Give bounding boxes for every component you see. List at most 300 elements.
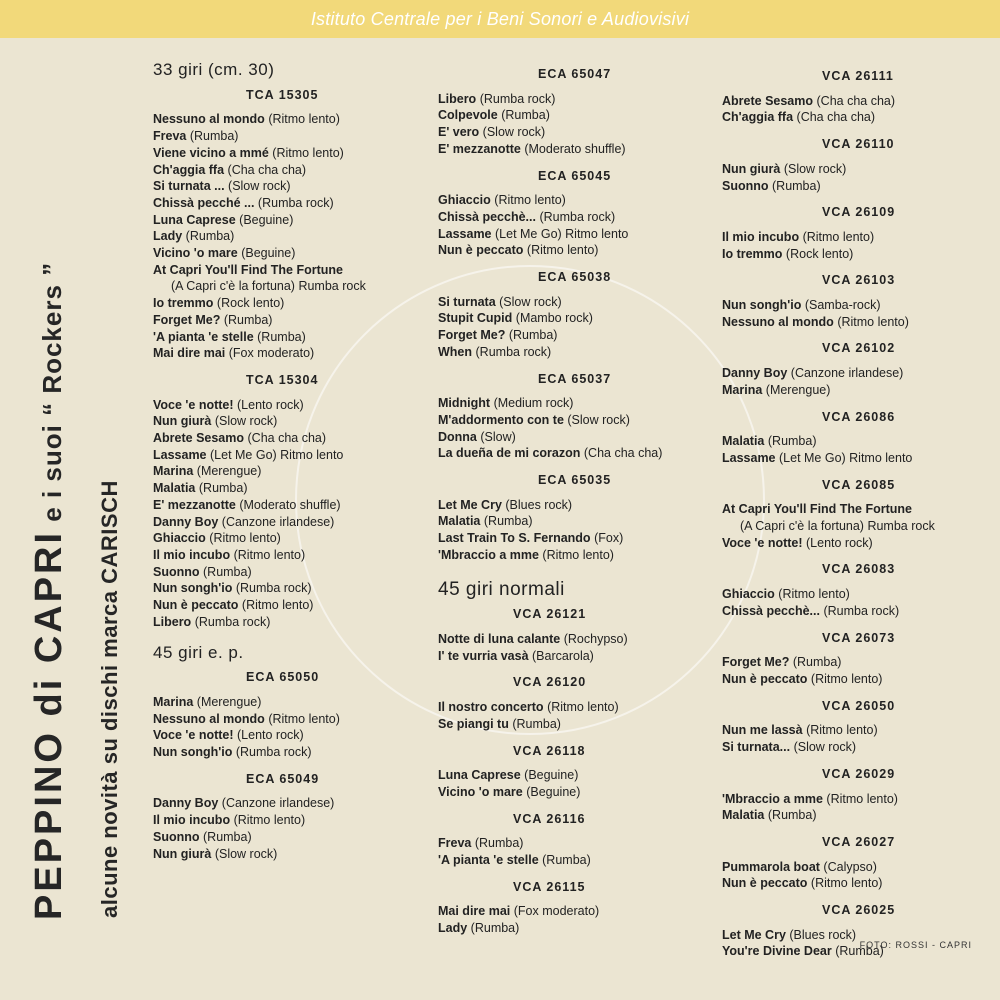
track-entry	[438, 226, 718, 243]
band-name: “ Rockers ”	[37, 261, 67, 416]
track-genre: (Samba-rock)	[804, 298, 881, 313]
track-entry	[438, 209, 718, 226]
track-title: Ghiaccio	[153, 531, 206, 546]
track-entry	[153, 278, 433, 295]
catalog-number: ECA 65045	[538, 168, 612, 183]
track-title: Malatia	[722, 808, 765, 823]
track-entry	[722, 297, 987, 314]
track-entry	[153, 480, 433, 497]
track-title: Nun songh'io	[153, 581, 233, 596]
track-entry	[153, 812, 433, 829]
track-genre: (Moderato shuffle)	[524, 141, 626, 156]
track-entry	[438, 294, 718, 311]
track-entry	[722, 586, 987, 603]
track-genre: (Rochypso)	[563, 631, 628, 646]
section-45-giri-ep: 45 giri e. p.	[153, 642, 244, 662]
track-genre: (Fox moderato)	[228, 346, 315, 361]
track-entry	[722, 382, 987, 399]
track-genre: (Rumba)	[792, 655, 842, 670]
catalog-number: ECA 65049	[246, 771, 320, 786]
track-title: Forget Me?	[153, 312, 221, 327]
catalog-number: VCA 26116	[513, 811, 586, 826]
track-genre: (Lento rock)	[806, 535, 873, 550]
track-genre: (Merengue)	[196, 464, 262, 479]
track-title: Midnight	[438, 396, 491, 411]
track-entry	[153, 178, 433, 195]
track-title: E' mezzanotte	[153, 497, 236, 512]
track-genre: (Ritmo lento)	[542, 547, 614, 562]
track-genre: (Let Me Go) Ritmo lento	[210, 447, 344, 462]
track-genre: (Rumba)	[767, 808, 817, 823]
track-title: Marina	[153, 694, 194, 709]
track-entry	[722, 161, 987, 178]
track-genre: (Rumba)	[203, 564, 252, 579]
track-genre: (Rumba)	[257, 329, 306, 344]
track-title: Nun è peccato	[722, 671, 808, 686]
track-genre: (Fox)	[594, 531, 624, 546]
track-title: Lassame	[722, 450, 776, 465]
track-title: E' mezzanotte	[438, 141, 521, 156]
track-genre: (Canzone irlandese)	[221, 796, 335, 811]
track-title: Mai dire mai	[438, 904, 511, 919]
track-title: Lassame	[153, 447, 207, 462]
track-entry	[722, 654, 987, 671]
track-title: Nun giurà	[153, 846, 212, 861]
track-entry	[438, 513, 718, 530]
track-entry	[438, 242, 718, 259]
track-genre: (A Capri c'è la fortuna) Rumba rock	[740, 519, 935, 534]
track-genre: (Slow)	[480, 429, 516, 444]
track-title: Chissà pecchè...	[722, 603, 820, 618]
track-title: Freva	[438, 836, 472, 851]
track-entry	[438, 699, 718, 716]
catalog-number: VCA 26073	[822, 630, 896, 645]
track-title: Nun giurà	[153, 414, 212, 429]
track-title: Nun è peccato	[153, 598, 239, 613]
track-title: Libero	[153, 614, 192, 629]
track-genre: (Rumba)	[223, 312, 273, 327]
track-title: Let Me Cry	[722, 927, 786, 942]
track-genre: (Ritmo lento)	[268, 711, 340, 726]
track-title: Viene vicino a mmé	[153, 145, 269, 160]
track-title: Vicino 'o mare	[438, 784, 523, 799]
track-genre: (Rumba)	[470, 921, 520, 936]
photo-credit: FOTO: ROSSI - CAPRI	[859, 940, 972, 950]
track-title: Stupit Cupid	[438, 311, 513, 326]
track-title: Donna	[438, 429, 477, 444]
track-genre: (Blues rock)	[789, 927, 857, 942]
track-entry	[438, 920, 718, 937]
track-genre: (Rumba)	[203, 829, 252, 844]
catalog-number: VCA 26029	[822, 766, 896, 781]
track-title: 'A pianta 'e stelle	[438, 853, 539, 868]
track-genre: (Rock lento)	[216, 296, 285, 311]
track-entry	[438, 327, 718, 344]
track-entry	[153, 497, 433, 514]
track-entry	[153, 727, 433, 744]
track-genre: (Ritmo lento)	[233, 813, 306, 828]
track-title: When	[438, 344, 473, 359]
track-entry	[153, 128, 433, 145]
track-entry	[153, 614, 433, 631]
track-entry	[722, 807, 987, 824]
track-entry	[722, 229, 987, 246]
catalog-number: VCA 26121	[513, 607, 587, 622]
track-title: E' vero	[438, 125, 480, 140]
track-entry	[153, 245, 433, 262]
track-entry	[153, 580, 433, 597]
track-title: Lady	[438, 921, 468, 936]
track-genre: (Cha cha cha)	[796, 110, 876, 125]
track-genre: (Ritmo lento)	[241, 598, 314, 613]
track-title: Voce 'e notte!	[153, 728, 234, 743]
track-title: Last Train To S. Fernando	[438, 531, 591, 546]
track-entry	[722, 535, 987, 552]
track-entry	[153, 514, 433, 531]
catalog-number: VCA 26050	[822, 698, 896, 713]
track-genre: (Beguine)	[526, 784, 581, 799]
track-title: Malatia	[153, 481, 196, 496]
catalog-number: TCA 15304	[246, 372, 319, 387]
track-title: Ch'aggia ffa	[153, 162, 225, 177]
track-genre: (Ritmo lento)	[837, 314, 909, 329]
track-entry	[153, 413, 433, 430]
track-title: Suonno	[153, 564, 200, 579]
catalog-number: ECA 65037	[538, 371, 612, 386]
track-genre: (Rumba rock)	[257, 195, 334, 210]
catalog-number: ECA 65047	[538, 67, 612, 81]
track-genre: (Ritmo lento)	[826, 791, 898, 806]
track-genre: (Ritmo lento)	[494, 193, 566, 208]
track-entry	[153, 212, 433, 229]
track-title: Il mio incubo	[153, 813, 231, 828]
track-title: Suonno	[153, 829, 200, 844]
col2-groups-b	[438, 606, 718, 937]
track-entry	[722, 501, 987, 518]
track-genre: (Ritmo lento)	[526, 243, 599, 258]
track-entry	[438, 497, 718, 514]
track-entry	[722, 178, 987, 195]
track-entry	[153, 597, 433, 614]
track-entry	[438, 716, 718, 733]
track-entry	[153, 447, 433, 464]
track-entry	[722, 433, 987, 450]
track-entry	[722, 603, 987, 620]
track-entry	[438, 530, 718, 547]
track-title: Abrete Sesamo	[722, 93, 814, 108]
track-genre: (Canzone irlandese)	[221, 514, 335, 529]
track-entry	[722, 671, 987, 688]
track-entry	[153, 795, 433, 812]
track-entry	[438, 412, 718, 429]
track-entry	[438, 648, 718, 665]
track-genre: (Rumba rock)	[475, 344, 552, 359]
track-genre: (Slow rock)	[214, 414, 278, 429]
track-title: Vicino 'o mare	[153, 246, 238, 261]
catalog-number: VCA 26103	[822, 273, 896, 288]
vertical-subtitle: alcune novità su dischi marca CARISCH	[97, 480, 122, 918]
catalog-number: ECA 65035	[538, 473, 612, 488]
track-genre: (Fox moderato)	[513, 904, 600, 919]
track-entry	[722, 859, 987, 876]
track-title: 'Mbraccio a mme	[438, 547, 539, 562]
catalog-number: VCA 26102	[822, 341, 896, 356]
track-entry	[722, 93, 987, 110]
track-entry	[438, 784, 718, 801]
track-entry	[153, 829, 433, 846]
track-title: Luna Caprese	[438, 768, 521, 783]
col1-groups-a	[153, 87, 433, 631]
track-entry	[722, 365, 987, 382]
catalog-number: VCA 26115	[513, 879, 586, 894]
track-entry	[153, 111, 433, 128]
catalog-number: ECA 65038	[538, 270, 612, 285]
track-title: Marina	[722, 382, 763, 397]
catalog-number: VCA 26110	[822, 137, 895, 152]
track-genre: (Ritmo lento)	[233, 547, 306, 562]
catalog-number: VCA 26118	[513, 743, 586, 758]
track-genre: (Ritmo lento)	[778, 587, 850, 602]
track-entry	[722, 450, 987, 467]
track-title: Nun me lassà	[722, 723, 803, 738]
track-entry	[722, 518, 987, 535]
catalog-number: VCA 26085	[822, 477, 896, 492]
catalog-number: VCA 26120	[513, 675, 587, 690]
track-genre: (Slow rock)	[793, 740, 857, 755]
track-entry	[153, 145, 433, 162]
track-title: Colpevole	[438, 108, 498, 123]
track-entry	[722, 246, 987, 263]
track-genre: (Rumba)	[483, 514, 533, 529]
track-entry	[722, 791, 987, 808]
track-entry	[153, 530, 433, 547]
track-entry	[153, 228, 433, 245]
catalog-number: VCA 26109	[822, 205, 896, 220]
track-title: Il nostro concerto	[438, 700, 544, 715]
track-title: Io tremmo	[153, 296, 214, 311]
track-title: Ch'aggia ffa	[722, 110, 794, 125]
track-genre: (Rumba rock)	[194, 614, 271, 629]
track-title: Abrete Sesamo	[153, 431, 245, 446]
catalog-number: VCA 26086	[822, 409, 896, 424]
track-entry	[722, 875, 987, 892]
track-entry	[153, 846, 433, 863]
vertical-title	[28, 40, 98, 920]
track-genre: (Barcarola)	[532, 648, 594, 663]
track-title: At Capri You'll Find The Fortune	[153, 262, 344, 277]
track-genre: (Lento rock)	[237, 728, 304, 743]
track-entry	[153, 162, 433, 179]
col3-groups	[722, 68, 987, 960]
track-title: Mai dire mai	[153, 346, 226, 361]
track-title: Danny Boy	[153, 796, 219, 811]
track-entry	[153, 547, 433, 564]
track-genre: (Ritmo lento)	[547, 700, 619, 715]
track-title: Io tremmo	[722, 246, 783, 261]
track-genre: (Cha cha cha)	[227, 162, 307, 177]
track-genre: (Rumba)	[189, 129, 239, 144]
artist-title	[28, 262, 71, 920]
column-3	[722, 68, 987, 960]
track-genre: (Rumba)	[198, 481, 248, 496]
track-title: Pummarola boat	[722, 859, 820, 874]
col2-groups-a	[438, 66, 718, 564]
track-title: Nessuno al mondo	[153, 112, 265, 127]
track-entry	[438, 344, 718, 361]
track-genre: (Calypso)	[823, 859, 877, 874]
track-title: Lassame	[438, 226, 492, 241]
track-genre: (Ritmo lento)	[272, 145, 344, 160]
track-genre: (Slow rock)	[214, 846, 278, 861]
track-genre: (Rumba rock)	[539, 209, 616, 224]
track-entry	[153, 430, 433, 447]
track-genre: (Blues rock)	[505, 497, 573, 512]
track-title: La dueña de mi corazon	[438, 446, 581, 461]
track-entry	[438, 852, 718, 869]
track-genre: (Ritmo lento)	[209, 531, 281, 546]
track-title: Nessuno al mondo	[722, 314, 834, 329]
track-genre: (Canzone irlandese)	[790, 366, 904, 381]
track-genre: (Slow rock)	[228, 179, 291, 194]
track-title: Si turnata ...	[153, 179, 225, 194]
section-45-giri-normali: 45 giri normali	[438, 578, 565, 600]
track-title: Freva	[153, 129, 187, 144]
track-entry	[438, 91, 718, 108]
track-genre: (Ritmo lento)	[802, 229, 875, 244]
track-entry	[438, 310, 718, 327]
track-genre: (Medium rock)	[493, 396, 574, 411]
track-entry	[153, 744, 433, 761]
catalog-number: VCA 26111	[822, 69, 894, 83]
track-entry	[153, 329, 433, 346]
track-entry	[438, 124, 718, 141]
track-genre: (Rumba)	[185, 229, 235, 244]
track-title: Suonno	[722, 178, 769, 193]
track-genre: (Beguine)	[524, 768, 579, 783]
track-title: Malatia	[438, 514, 481, 529]
track-genre: (Rumba)	[835, 944, 884, 959]
track-genre: (Rumba)	[501, 108, 550, 123]
track-title: Danny Boy	[153, 514, 219, 529]
catalog-number: TCA 15305	[246, 87, 319, 102]
track-genre: (Lento rock)	[237, 397, 304, 412]
col1-groups-b	[153, 669, 433, 862]
track-title: Nun giurà	[722, 161, 781, 176]
track-genre: (Let Me Go) Ritmo lento	[495, 226, 629, 241]
track-entry	[153, 295, 433, 312]
track-genre: (Rumba)	[508, 328, 558, 343]
track-genre: (Mambo rock)	[515, 311, 593, 326]
track-title: Nun songh'io	[722, 298, 802, 313]
track-title: Danny Boy	[722, 366, 788, 381]
track-entry	[438, 835, 718, 852]
track-entry	[438, 903, 718, 920]
track-genre: (A Capri c'è la fortuna) Rumba rock	[171, 279, 366, 294]
catalog-number: ECA 65050	[246, 670, 320, 685]
track-genre: (Let Me Go) Ritmo lento	[779, 450, 913, 465]
track-entry	[153, 345, 433, 362]
track-title: Se piangi tu	[438, 716, 509, 731]
track-genre: (Rumba)	[542, 853, 591, 868]
track-title: Si turnata...	[722, 740, 791, 755]
track-title: At Capri You'll Find The Fortune	[722, 502, 913, 517]
track-genre: (Cha cha cha)	[583, 446, 663, 461]
track-genre: (Moderato shuffle)	[239, 497, 341, 512]
track-entry	[153, 463, 433, 480]
track-genre: (Beguine)	[241, 246, 296, 261]
catalog-number: VCA 26025	[822, 903, 896, 918]
track-title: Notte di luna calante	[438, 631, 561, 646]
track-title: Chissà pecchè...	[438, 209, 536, 224]
banner-text: Istituto Centrale per i Beni Sonori e Audiovisivi	[310, 8, 690, 29]
track-entry	[153, 262, 433, 279]
track-title: I' te vurria vasà	[438, 648, 529, 663]
track-title: Ghiaccio	[438, 193, 491, 208]
track-entry	[438, 767, 718, 784]
track-genre: (Rumba)	[767, 434, 817, 449]
track-genre: (Rumba rock)	[823, 603, 900, 618]
track-title: M'addormento con te	[438, 412, 564, 427]
catalog-number: VCA 26027	[822, 834, 896, 849]
track-entry	[438, 631, 718, 648]
track-entry	[438, 107, 718, 124]
track-genre: (Rumba)	[512, 716, 561, 731]
track-entry	[153, 694, 433, 711]
track-genre: (Ritmo lento)	[268, 112, 340, 127]
track-entry	[153, 397, 433, 414]
track-title: Il mio incubo	[722, 229, 800, 244]
artist-name: PEPPINO di CAPRI	[28, 529, 70, 920]
track-genre: (Cha cha cha)	[816, 93, 896, 108]
archive-banner	[0, 0, 1000, 38]
track-entry	[722, 739, 987, 756]
track-genre: (Merengue)	[765, 382, 831, 397]
track-genre: (Rumba)	[474, 836, 524, 851]
catalog-number: VCA 26083	[822, 562, 896, 577]
column-2	[438, 66, 718, 937]
track-entry	[153, 711, 433, 728]
track-genre: (Slow rock)	[499, 294, 562, 309]
track-genre: (Slow rock)	[783, 161, 847, 176]
track-genre: (Rock lento)	[785, 246, 854, 261]
track-title: Libero	[438, 91, 477, 106]
track-genre: (Ritmo lento)	[810, 876, 883, 891]
track-title: Chissà pecché ...	[153, 195, 255, 210]
track-genre: (Rumba rock)	[235, 581, 312, 596]
track-entry	[438, 192, 718, 209]
track-title: Nun è peccato	[438, 243, 524, 258]
track-entry	[438, 547, 718, 564]
track-title: Forget Me?	[722, 655, 790, 670]
track-title: Nessuno al mondo	[153, 711, 265, 726]
track-title: Si turnata	[438, 294, 496, 309]
track-entry	[438, 141, 718, 158]
section-33-giri: 33 giri (cm. 30)	[153, 60, 275, 79]
track-title: Forget Me?	[438, 328, 506, 343]
track-entry	[153, 312, 433, 329]
title-connector: e i suoi	[37, 415, 67, 530]
track-genre: (Rumba)	[772, 178, 821, 193]
track-genre: (Cha cha cha)	[247, 431, 327, 446]
track-genre: (Rumba rock)	[235, 745, 312, 760]
track-title: Il mio incubo	[153, 547, 231, 562]
track-title: Ghiaccio	[722, 587, 775, 602]
track-genre: (Slow rock)	[482, 125, 546, 140]
track-genre: (Beguine)	[239, 212, 294, 227]
track-title: Voce 'e notte!	[153, 397, 234, 412]
track-title: Marina	[153, 464, 194, 479]
track-entry	[722, 722, 987, 739]
